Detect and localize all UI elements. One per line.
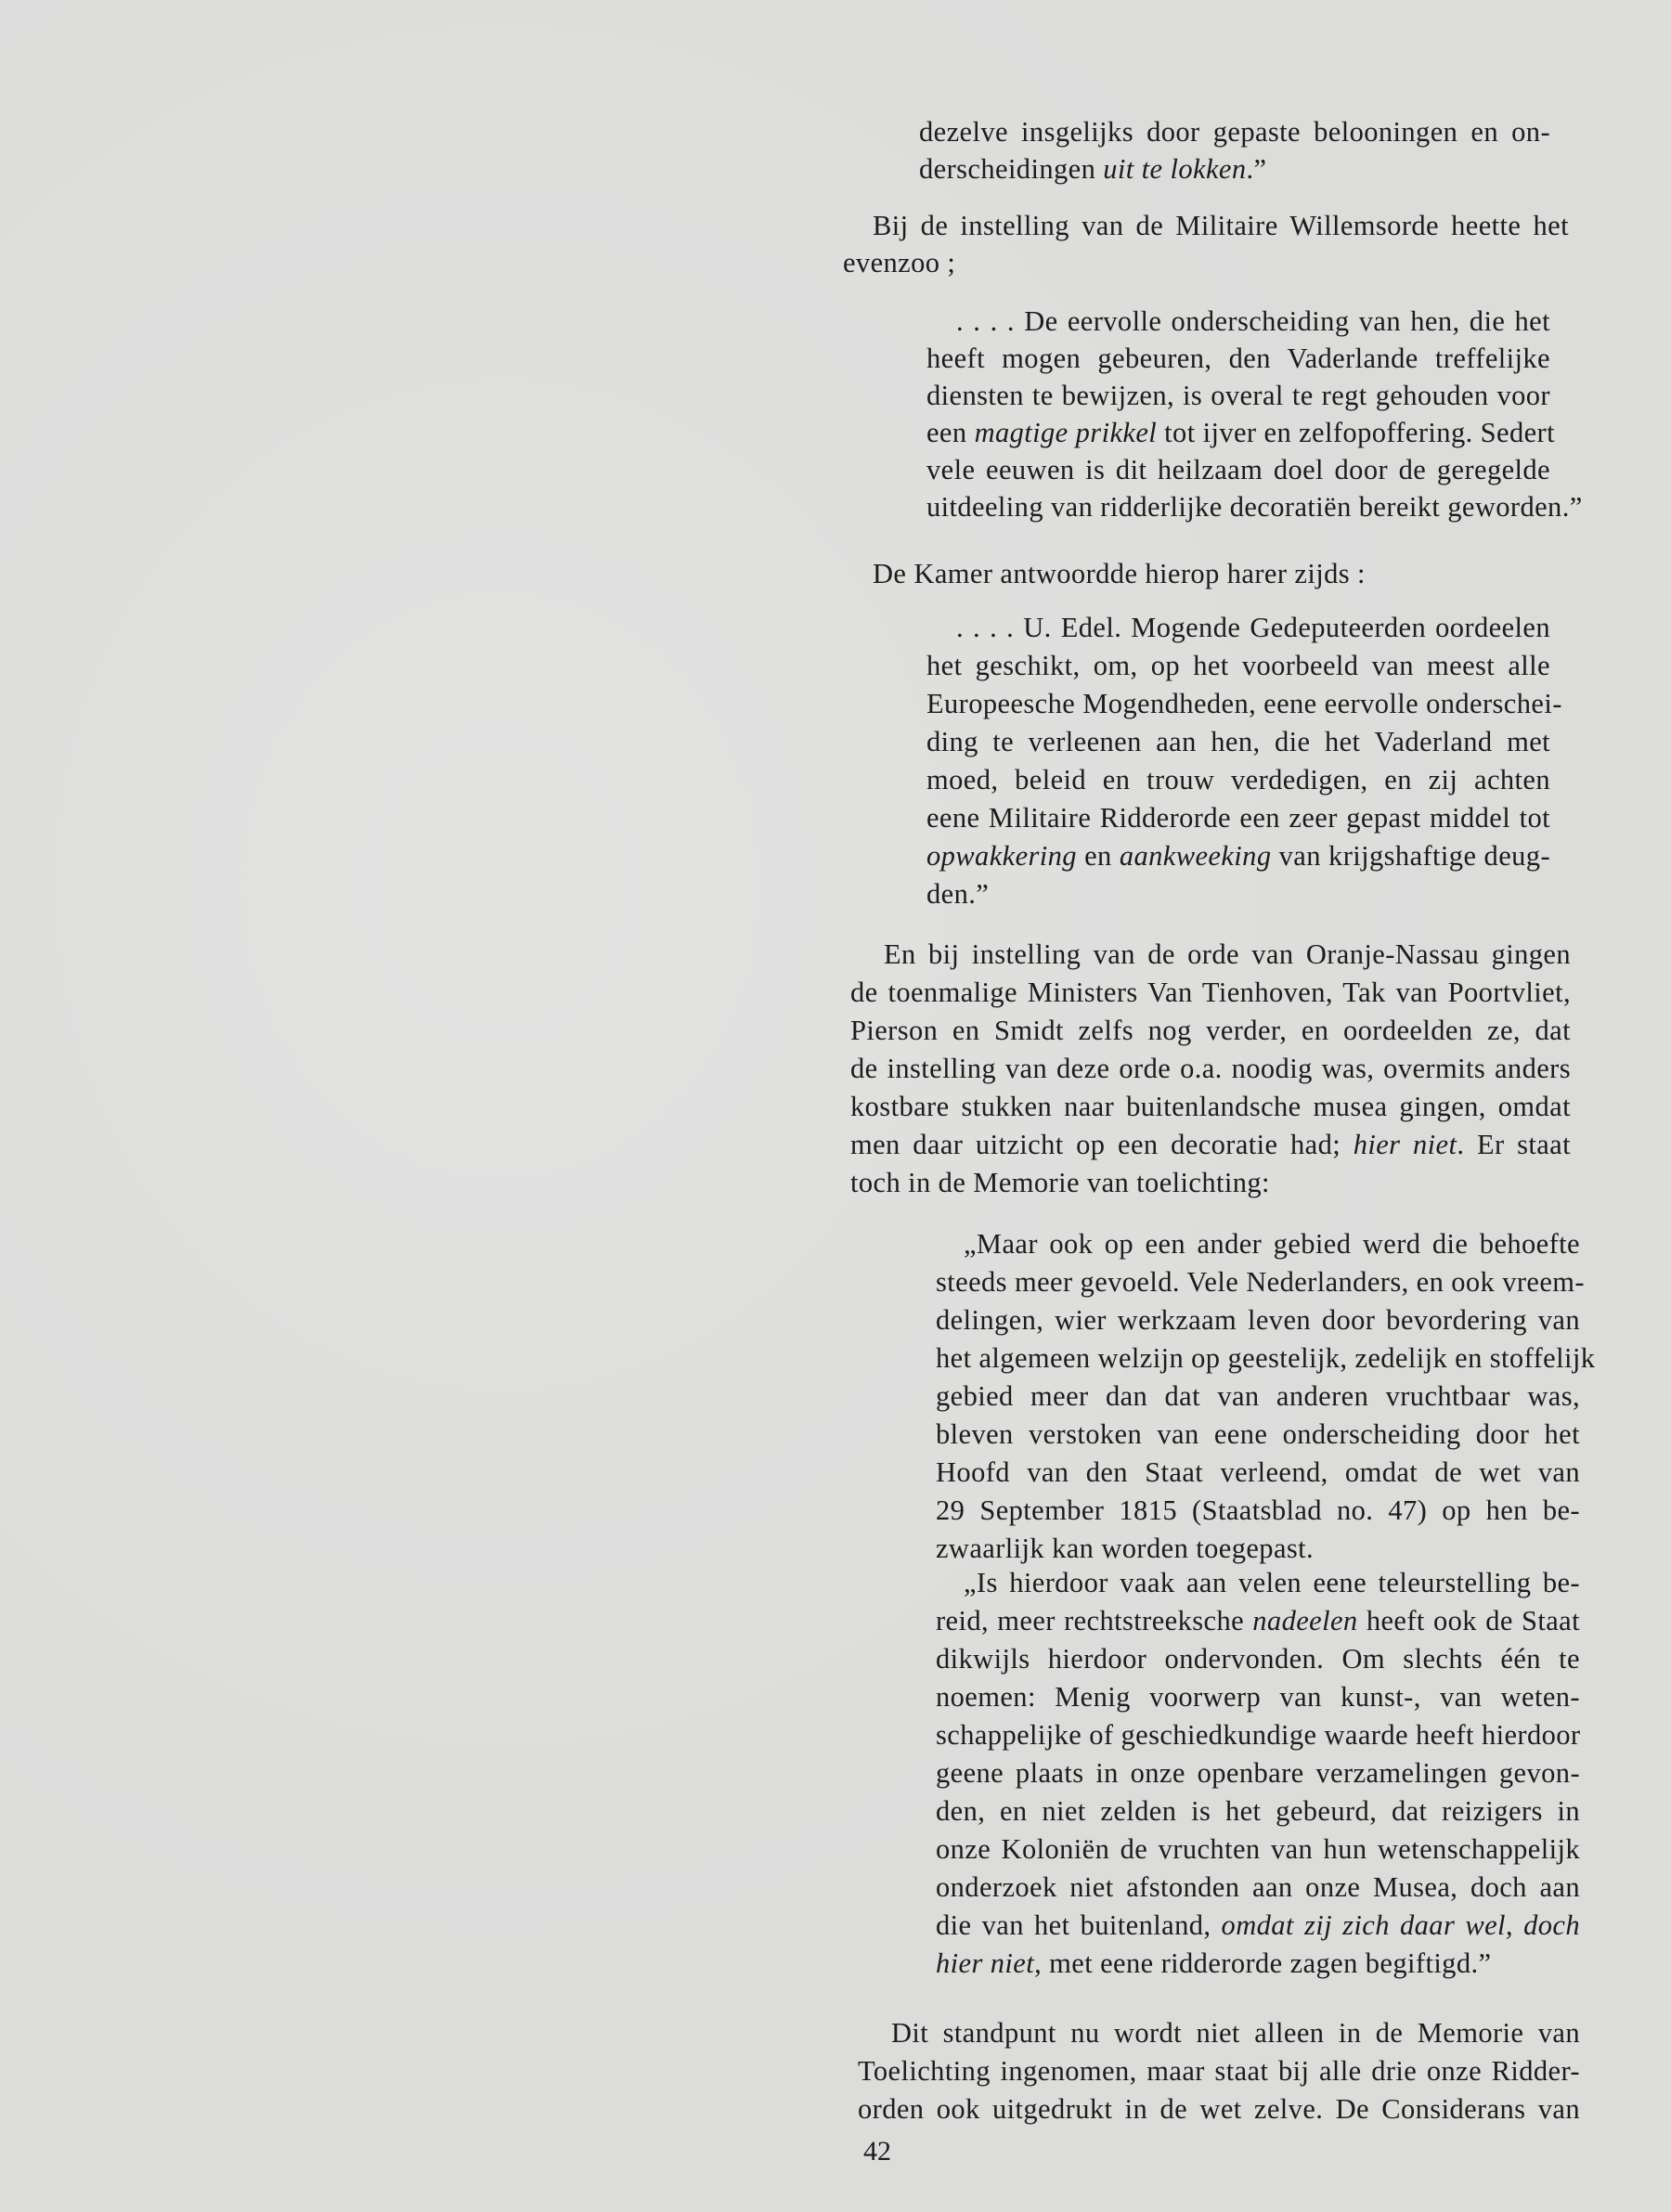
quote-kamer-line (926, 647, 1550, 684)
paragraph-standpunt-line (858, 2090, 1580, 2128)
quote-memorie-2-line (936, 1716, 1580, 1753)
text-run: , met eene ridderorde zagen begiftigd.” (1034, 1947, 1492, 1979)
quote-memorie-1-line (936, 1454, 1580, 1491)
text-run: Europeesche Mogendheden, eene eervolle onderschei- (926, 688, 1562, 719)
italic-text: aankweeking (1119, 840, 1272, 872)
paragraph-oranje-nassau-line (850, 974, 1571, 1011)
italic-text: hier niet (1353, 1129, 1457, 1160)
quote-willemsorde-line (926, 377, 1550, 414)
paragraph-kamer-line (873, 555, 1569, 592)
text-run: „Is hierdoor vaak aan velen eene teleurstelling be- (964, 1567, 1580, 1598)
italic-text: hier niet (936, 1947, 1035, 1979)
page-number: 42 (863, 2136, 891, 2167)
quote-memorie-1-line (936, 1530, 1580, 1567)
quote-memorie-1-line (936, 1416, 1580, 1453)
text-run: 29 September 1815 (Staatsblad no. 47) op hen be- (936, 1494, 1580, 1526)
quote-memorie-2-line (936, 1754, 1580, 1792)
quote-willemsorde-line (926, 488, 1583, 525)
text-run: . . . . U. Edel. Mogende Gedeputeerden oordeelen (956, 612, 1550, 643)
text-run: bleven verstoken van eene onderscheiding door het (936, 1418, 1580, 1450)
text-run: de toenmalige Ministers Van Tienhoven, Tak van Poortvliet, (850, 977, 1571, 1008)
quote-memorie-1-line (936, 1492, 1580, 1529)
quote-memorie-1-line (936, 1301, 1580, 1339)
quote-memorie-2-line (936, 1907, 1580, 1944)
quote-memorie-2-line (936, 1830, 1580, 1868)
quote-memorie-2-line (936, 1678, 1580, 1715)
italic-text: magtige prikkel (974, 417, 1158, 448)
text-run: heeft mogen gebeuren, den Vaderlande treffelijke (926, 343, 1550, 374)
text-run: derscheidingen (919, 153, 1104, 185)
quote-memorie-1-line (936, 1378, 1580, 1415)
text-run: Bij de instelling van de Militaire Willemsorde heette het (873, 210, 1569, 241)
text-run: . . . . De eervolle onderscheiding van hen, die het (956, 305, 1550, 337)
quote-kamer-line (956, 609, 1550, 646)
text-run: .” (1246, 153, 1267, 185)
quote-kamer-line (926, 799, 1550, 836)
text-run: een (926, 417, 975, 448)
quote-memorie-2-line (936, 1869, 1580, 1906)
quote-kamer-line (926, 723, 1550, 760)
quote-kamer-line (926, 837, 1550, 874)
text-run: het geschikt, om, op het voorbeeld van meest alle (926, 650, 1550, 681)
text-run: „Maar ook op een ander gebied werd die behoefte (964, 1228, 1580, 1260)
text-run: steeds meer gevoeld. Vele Nederlanders, en ook vreem- (936, 1266, 1585, 1298)
text-run: schappelijke of geschiedkundige waarde heeft hierdoor (936, 1719, 1581, 1751)
text-run: en (1076, 840, 1120, 872)
text-run: diensten te bewijzen, is overal te regt gehouden voor (926, 380, 1550, 411)
italic-text: nadeelen (1252, 1605, 1358, 1636)
italic-text: omdat zij zich daar wel, doch (1221, 1909, 1580, 1941)
quote-memorie-2-line (936, 1792, 1580, 1830)
paragraph-oranje-nassau-line (850, 1164, 1571, 1201)
quote-willemsorde-line (926, 340, 1550, 377)
text-run: Dit standpunt nu wordt niet alleen in de Memorie van (891, 2017, 1580, 2049)
paragraph-oranje-nassau-line (850, 1088, 1571, 1125)
quote-memorie-2-line (936, 1602, 1580, 1639)
paragraph-oranje-nassau-line (850, 1050, 1571, 1087)
text-run: . Er staat (1457, 1129, 1571, 1160)
text-run: toch in de Memorie van toelichting: (850, 1167, 1270, 1198)
text-run: ding te verleenen aan hen, die het Vaderland met (926, 726, 1550, 757)
paragraph-oranje-nassau-line (850, 1126, 1571, 1163)
text-run: evenzoo ; (843, 247, 956, 278)
text-run: vele eeuwen is dit heilzaam doel door de geregelde (926, 454, 1550, 485)
text-run: orden ook uitgedrukt in de wet zelve. De Considerans van (858, 2093, 1580, 2125)
quote-memorie-1-line (964, 1225, 1580, 1262)
quote-continuation-line (919, 113, 1550, 150)
quote-willemsorde-line (956, 303, 1550, 340)
text-run: delingen, wier werkzaam leven door bevordering van (936, 1304, 1580, 1336)
text-run: Pierson en Smidt zelfs nog verder, en oordeelden ze, dat (850, 1015, 1571, 1046)
paragraph-standpunt-line (858, 2052, 1580, 2089)
paragraph-willemsorde-line (873, 207, 1569, 244)
text-run: van krijgshaftige deug- (1271, 840, 1550, 872)
quote-kamer-line (926, 761, 1550, 798)
text-run: Hoofd van den Staat verleend, omdat de wet van (936, 1456, 1580, 1488)
quote-memorie-1-line (936, 1339, 1596, 1377)
quote-memorie-1-line (936, 1263, 1585, 1300)
text-run: de instelling van deze orde o.a. noodig was, overmits anders (850, 1053, 1571, 1084)
text-run: En bij instelling van de orde van Oranje-Nassau gingen (884, 938, 1571, 970)
text-run: kostbare stukken naar buitenlandsche musea gingen, omdat (850, 1091, 1571, 1122)
text-run: die van het buitenland, (936, 1909, 1222, 1941)
quote-continuation-line (919, 150, 1550, 188)
paragraph-oranje-nassau-line (884, 936, 1571, 973)
quote-memorie-2-line (964, 1564, 1580, 1601)
quote-willemsorde-line (926, 451, 1550, 488)
quote-willemsorde-line (926, 414, 1555, 451)
quote-memorie-2-line (936, 1945, 1580, 1982)
quote-kamer-line (926, 685, 1562, 722)
text-run: reid, meer rechtstreeksche (936, 1605, 1253, 1636)
italic-text: uit te lokken (1103, 153, 1247, 185)
text-run: Toelichting ingenomen, maar staat bij alle drie onze Ridder- (858, 2055, 1580, 2087)
text-run: heeft ook de Staat (1357, 1605, 1580, 1636)
text-run: onderzoek niet afstonden aan onze Musea, doch aan (936, 1871, 1580, 1903)
text-run: het algemeen welzijn op geestelijk, zedelijk en stoffelijk (936, 1342, 1596, 1374)
text-run: geene plaats in onze openbare verzamelingen gevon- (936, 1757, 1580, 1789)
text-run: dikwijls hierdoor ondervonden. Om slechts één te (936, 1643, 1580, 1675)
quote-kamer-line (926, 875, 1550, 912)
paragraph-oranje-nassau-line (850, 1012, 1571, 1049)
text-run: tot ijver en zelfopoffering. Sedert (1157, 417, 1555, 448)
text-run: noemen: Menig voorwerp van kunst-, van weten- (936, 1681, 1580, 1713)
text-run: den, en niet zelden is het gebeurd, dat reizigers in (936, 1795, 1580, 1827)
text-run: zwaarlijk kan worden toegepast. (936, 1533, 1315, 1564)
text-run: uitdeeling van ridderlijke decoratiën bereikt geworden.” (926, 491, 1583, 523)
paragraph-standpunt-line (891, 2014, 1580, 2051)
text-run: moed, beleid en trouw verdedigen, en zij achten (926, 764, 1550, 796)
text-run: men daar uitzicht op een decoratie had; (850, 1129, 1354, 1160)
text-run: den.” (926, 878, 990, 910)
italic-text: opwakkering (926, 840, 1077, 872)
text-run: gebied meer dan dat van anderen vruchtbaar was, (936, 1380, 1580, 1412)
text-run: De Kamer antwoordde hierop harer zijds : (873, 558, 1366, 589)
text-run: eene Militaire Ridderorde een zeer gepast middel tot (926, 802, 1550, 834)
paragraph-willemsorde-line (843, 244, 1569, 281)
text-run: onze Koloniën de vruchten van hun wetenschappelijk (936, 1833, 1580, 1865)
quote-memorie-2-line (936, 1640, 1580, 1677)
text-run: dezelve insgelijks door gepaste belooningen en on- (919, 116, 1550, 148)
